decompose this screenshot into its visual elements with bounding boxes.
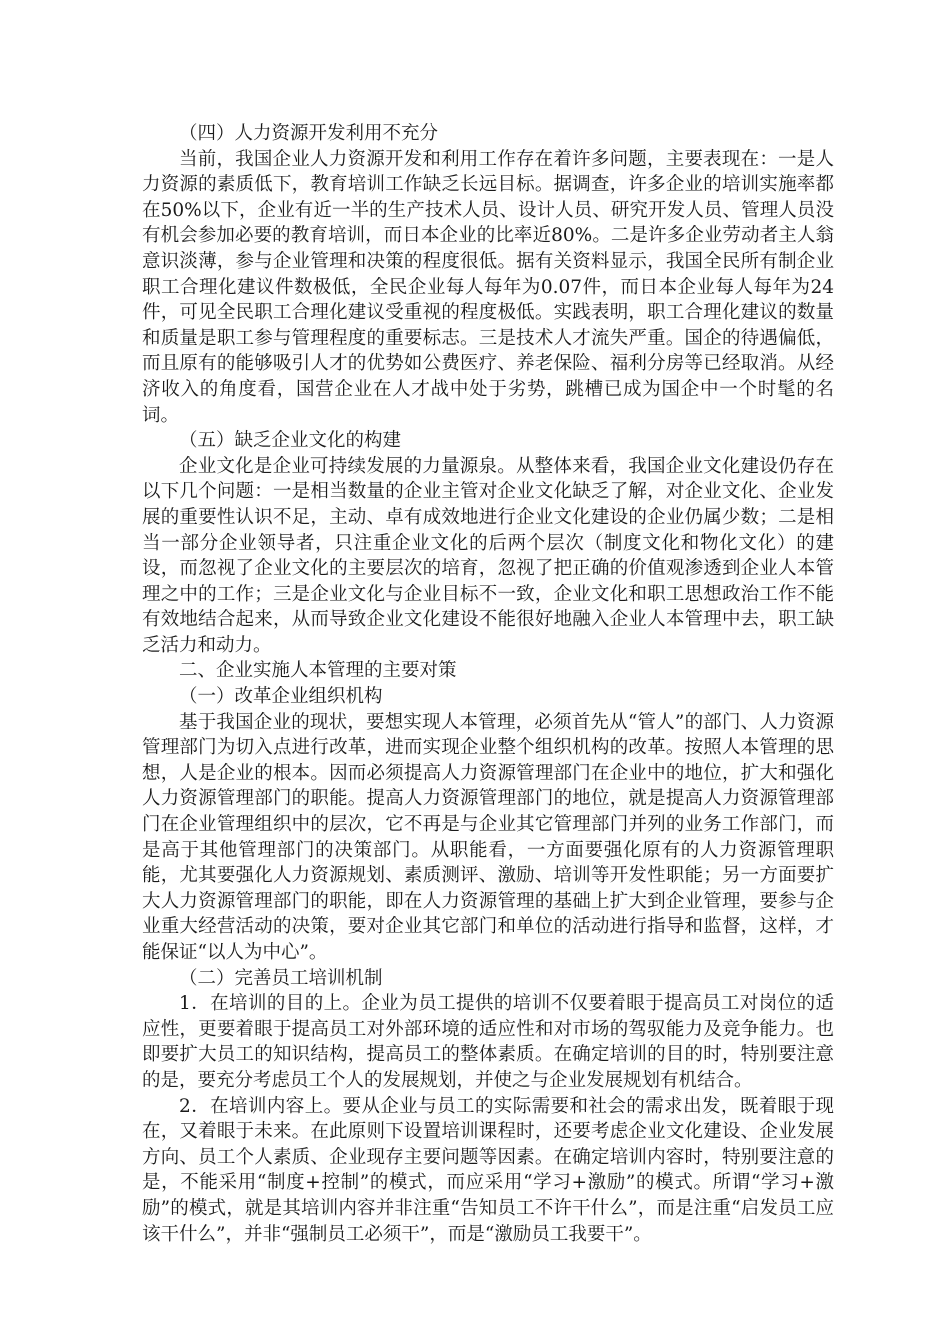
section-heading-five: （五）缺乏企业文化的构建 xyxy=(179,430,402,452)
paragraph-training-purpose: 1．在培训的目的上。企业为员工提供的培训不仅要着眼于提高员工对岗位的适应性，更要着眼于提高员工对外部环境的适应性和对市场的驾驭能力及竞争能力。也即要扩大员工的知识结构，提高员工的整体素质。在确定培训的目的时，特别要注意的是，要充分考虑员工个人的发展规划，并使之与企业发展规划有机结合。 xyxy=(142,993,834,1091)
paragraph-training-content: 2．在培训内容上。要从企业与员工的实际需要和社会的需求出发，既着眼于现在，又着眼于未来。在此原则下设置培训课程时，还要考虑企业文化建设、企业发展方向、员工个人素质、企业现存主要问题等因素。在确定培训内容时，特别要注意的是，不能采用“制度+控制”的模式，而应采用“学习+激励”的模式。所谓“学习+激励”的模式，就是其培训内容并非注重“告知员工不许干什么”，而是注重“启发员工应该干什么”，并非“强制员工必须干”，而是“激励员工我要干”。 xyxy=(142,1095,834,1245)
paragraph-corporate-culture: 企业文化是企业可持续发展的力量源泉。从整体来看，我国企业文化建设仍存在以下几个问题：一是相当数量的企业主管对企业文化缺乏了解，对企业文化、企业发展的重要性认识不足，主动、卓有成效地进行企业文化建设的企业仍属少数；二是相当一部分企业领导者，只注重企业文化的后两个层次（制度文化和物化文化）的建设，而忽视了企业文化的主要层次的培育，忽视了把正确的价值观渗透到企业人本管理之中的工作；三是企业文化与企业目标不一致，企业文化和职工思想政治工作不能有效地结合起来，从而导致企业文化建设不能很好地融入企业人本管理中去，职工缺乏活力和动力。 xyxy=(142,455,834,656)
section-heading-one: （一）改革企业组织机构 xyxy=(179,686,383,708)
section-heading-two: （二）完善员工培训机制 xyxy=(179,967,383,989)
paragraph-hr-development: 当前，我国企业人力资源开发和利用工作存在着许多问题，主要表现在：一是人力资源的素质低下，教育培训工作缺乏长远目标。据调查，许多企业的培训实施率都在50%以下，企业有近一半的生产技术人员、设计人员、研究开发人员、管理人员没有机会参加必要的教育培训，而日本企业的比率近80%。二是许多企业劳动者主人翁意识淡薄，参与企业管理和决策的程度很低。据有关资料显示，我国全民所有制企业职工合理化建议件数极低，全民企业每人每年为0.07件，而日本企业每人每年为24件，可见全民职工合理化建议受重视的程度极低。实践表明，职工合理化建议的数量和质量是职工参与管理程度的重要标志。三是技术人才流失严重。国企的待遇偏低，而且原有的能够吸引人才的优势如公费医疗、养老保险、福利分房等已经取消。从经济收入的角度看，国营企业在人才战中处于劣势，跳槽已成为国企中一个时髦的名词。 xyxy=(142,148,834,426)
chapter-heading-countermeasures: 二、企业实施人本管理的主要对策 xyxy=(179,660,457,682)
section-heading-four: （四）人力资源开发利用不充分 xyxy=(179,123,439,144)
document-body xyxy=(142,121,834,1247)
paragraph-organization-reform: 基于我国企业的现状，要想实现人本管理，必须首先从“管人”的部门、人力资源管理部门为切入点进行改革，进而实现企业整个组织机构的改革。按照人本管理的思想，人是企业的根本。因而必须提高人力资源管理部门在企业中的地位，扩大和强化人力资源管理部门的职能。提高人力资源管理部门的地位，就是提高人力资源管理部门在企业管理组织中的层次，它不再是与企业其它管理部门并列的业务工作部门，而是高于其他管理部门的决策部门。从职能看，一方面要强化原有的人力资源管理职能，尤其要强化人力资源规划、素质测评、激励、培训等开发性职能；另一方面要扩大人力资源管理部门的职能，即在人力资源管理的基础上扩大到企业管理，要参与企业重大经营活动的决策，要对企业其它部门和单位的活动进行指导和监督，这样，才能保证“以人为中心”。 xyxy=(142,711,834,963)
